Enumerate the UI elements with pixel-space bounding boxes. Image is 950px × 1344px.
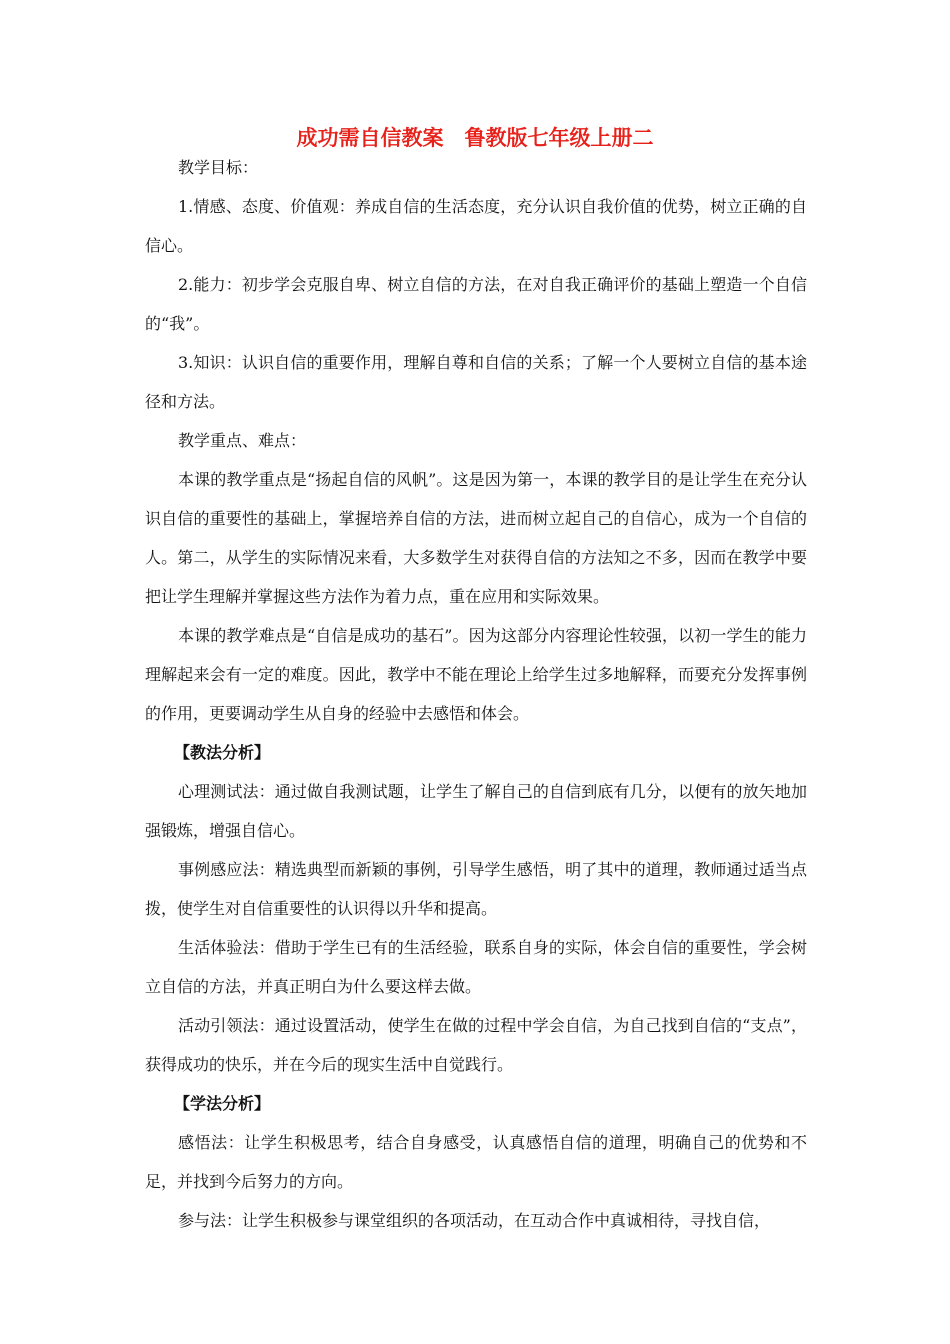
learning-method-paragraph: 感悟法：让学生积极思考，结合自身感受，认真感悟自信的道理，明确自己的优势和不足，并找到今后努力的方向。: [145, 1133, 807, 1191]
section-heading-key-points: 教学重点、难点：: [178, 431, 307, 450]
difficulty-paragraph: 本课的教学难点是“自信是成功的基石”。因为这部分内容理论性较强，以初一学生的能力理解起来会有一定的难度。因此，教学中不能在理论上给学生过多地解释，而要充分发挥事例的作用，更要调动学生从自身的经验中去感悟和体会。: [145, 626, 807, 723]
section-heading-learning-methods: 【学法分析】: [174, 1094, 271, 1113]
section-heading-teaching-methods: 【教法分析】: [174, 743, 271, 762]
document-title: 成功需自信教案 鲁教版七年级上册二: [296, 125, 654, 150]
method-paragraph: 心理测试法：通过做自我测试题，让学生了解自己的自信到底有几分，以便有的放矢地加强锻炼，增强自信心。: [145, 782, 807, 840]
objective-paragraph: 2.能力：初步学会克服自卑、树立自信的方法，在对自我正确评价的基础上塑造一个自信的“我”。: [145, 275, 807, 333]
document-body: [145, 148, 807, 1240]
method-paragraph: 生活体验法：借助于学生已有的生活经验，联系自身的实际，体会自信的重要性，学会树立自信的方法，并真正明白为什么要这样去做。: [145, 938, 807, 996]
method-paragraph: 事例感应法：精选典型而新颖的事例，引导学生感悟，明了其中的道理，教师通过适当点拨，使学生对自信重要性的认识得以升华和提高。: [145, 860, 807, 918]
method-paragraph: 活动引领法：通过设置活动，使学生在做的过程中学会自信，为自己找到自信的“支点”，获得成功的快乐，并在今后的现实生活中自觉践行。: [145, 1016, 807, 1074]
objective-paragraph: 1.情感、态度、价值观：养成自信的生活态度，充分认识自我价值的优势，树立正确的自信心。: [145, 197, 807, 255]
key-point-paragraph: 本课的教学重点是“扬起自信的风帆”。这是因为第一，本课的教学目的是让学生在充分认识自信的重要性的基础上，掌握培养自信的方法，进而树立起自己的自信心，成为一个自信的人。第二，从学生的实际情况来看，大多数学生对获得自信的方法知之不多，因而在教学中要把让学生理解并掌握这些方法作为着力点，重在应用和实际效果。: [145, 470, 807, 606]
learning-method-paragraph: 参与法：让学生积极参与课堂组织的各项活动，在互动合作中真诚相待，寻找自信，: [178, 1211, 771, 1230]
section-heading-objectives: 教学目标：: [178, 158, 259, 177]
objective-paragraph: 3.知识：认识自信的重要作用，理解自尊和自信的关系；了解一个人要树立自信的基本途径和方法。: [145, 353, 807, 411]
